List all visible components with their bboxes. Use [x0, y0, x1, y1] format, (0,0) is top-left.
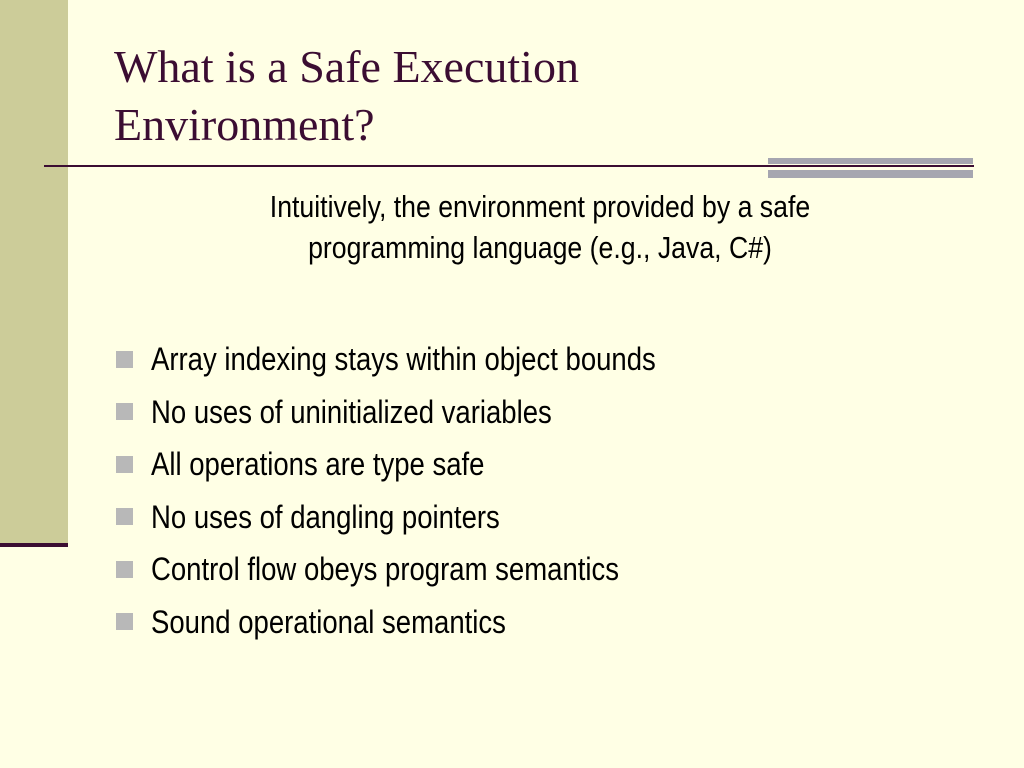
square-bullet-icon: [116, 403, 133, 420]
list-item: [116, 596, 896, 649]
intro-text: Intuitively, the environment provided by a safe programming language (e.g., Java, C#): [269, 189, 811, 265]
list-item: [116, 438, 896, 491]
accent-bar-top: [768, 158, 973, 164]
list-item: [116, 386, 896, 439]
bullet-list: [116, 333, 896, 648]
slide-title: What is a Safe Execution Environment?: [114, 41, 579, 150]
square-bullet-icon: [116, 351, 133, 368]
bullet-text: Sound operational semantics: [151, 603, 506, 640]
square-bullet-icon: [116, 508, 133, 525]
list-item: [116, 543, 896, 596]
list-item: [116, 333, 896, 386]
list-item: [116, 491, 896, 544]
square-bullet-icon: [116, 613, 133, 630]
bullet-text: Control flow obeys program semantics: [151, 551, 620, 588]
square-bullet-icon: [116, 561, 133, 578]
bullet-text: All operations are type safe: [151, 446, 485, 483]
bullet-text: No uses of uninitialized variables: [151, 393, 552, 430]
bullet-text: Array indexing stays within object bounds: [151, 341, 656, 378]
accent-bar-bottom: [768, 170, 973, 178]
title-divider: [44, 165, 974, 167]
square-bullet-icon: [116, 456, 133, 473]
left-bar-underline: [0, 543, 68, 547]
bullet-text: No uses of dangling pointers: [151, 498, 500, 535]
left-decorative-bar: [0, 0, 68, 544]
